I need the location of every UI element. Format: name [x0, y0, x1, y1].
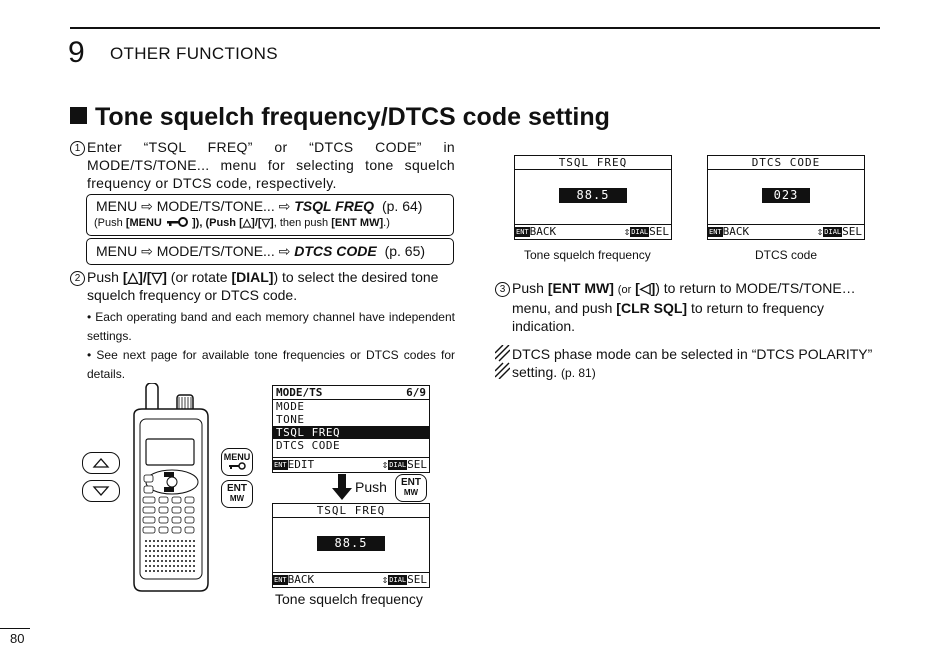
tip: [495, 345, 880, 382]
ent-tag: ENT: [709, 228, 722, 236]
ent-key-label: [ENT MW]: [331, 217, 384, 229]
lcd-footer: [273, 457, 429, 472]
dial-tag: DIAL: [389, 461, 407, 469]
ent-tag: ENT: [274, 461, 287, 469]
end-text: .): [383, 217, 390, 229]
lcd-tsql-freq: [514, 155, 672, 240]
edit-label: EDIT: [287, 458, 315, 471]
menu-key-label: MENU: [223, 452, 251, 462]
square-bullet-icon: [70, 107, 87, 124]
back-label: BACK: [722, 225, 750, 238]
caption-tsql: Tone squelch frequency: [524, 248, 651, 262]
lcd-title: MODE/TS: [276, 386, 323, 399]
dial-tag: DIAL: [631, 228, 649, 236]
push-label: Push: [355, 479, 387, 495]
menu-item-dtcs-code[interactable]: DTCS CODE: [276, 439, 341, 452]
rest-text: ) to select the desired tone squelch frequency or DTCS code.: [87, 269, 439, 303]
lcd-title: TSQL FREQ: [515, 156, 671, 170]
push-sequence: [94, 216, 390, 229]
section-title: Tone squelch frequency/DTCS code setting: [95, 103, 610, 131]
lcd-footer: [273, 572, 429, 587]
menu-path-dtcs: [86, 238, 454, 265]
tip-ref: (p. 81): [561, 366, 596, 380]
rest-text-2: to return to frequency indication.: [512, 300, 825, 334]
menu-item-dtcs: DTCS CODE: [294, 243, 377, 259]
ent-key-label: [ENT MW]: [547, 280, 614, 296]
lcd-value: 88.5: [317, 536, 385, 551]
note-1: • Each operating band and each memory channel have independent settings.: [87, 310, 455, 343]
menu-item-tone[interactable]: TONE: [276, 413, 305, 426]
chapter-number: 9: [68, 36, 85, 69]
back-label: BACK: [287, 573, 315, 586]
lcd-mode-ts-menu: [272, 385, 430, 473]
dial-label: [DIAL]: [231, 269, 274, 285]
page-number-rule: [0, 628, 30, 629]
down-key[interactable]: [82, 480, 120, 502]
step-3: [495, 279, 880, 335]
dial-tag: DIAL: [824, 228, 842, 236]
ent-label: ENT: [401, 477, 421, 488]
page-ref: (p. 64): [381, 198, 423, 214]
lcd-value: 023: [762, 188, 810, 203]
ent-tag: ENT: [274, 576, 287, 584]
ent-mw-key-2[interactable]: [395, 474, 427, 502]
caption-dtcs: DTCS code: [755, 248, 818, 262]
or-rotate-text: (or rotate: [170, 269, 228, 285]
section-heading: [70, 103, 610, 132]
or-text: (or: [617, 284, 632, 296]
lcd-title: DTCS CODE: [708, 156, 864, 170]
push-text: Push: [512, 280, 544, 296]
lcd-footer: [708, 224, 864, 239]
step-number: 3: [495, 282, 510, 297]
lcd-value: 88.5: [559, 188, 627, 203]
sel-label: SEL: [407, 458, 427, 471]
lcd-footer: [515, 224, 671, 239]
menu-path: MENU ⇨ MODE/TS/TONE... ⇨: [96, 198, 291, 214]
menu-item-tsql: TSQL FREQ: [294, 198, 375, 214]
lcd-title: TSQL FREQ: [273, 504, 429, 518]
lcd-dtcs-code: [707, 155, 865, 240]
step-text: Enter “TSQL FREQ” or “DTCS CODE” in MODE/TS/TONE... menu for selecting tone squelch frequency or DTCS code, respectively.: [87, 139, 455, 191]
updown-icon: ⇕: [381, 573, 389, 586]
close-text: ]), (Push: [192, 217, 236, 229]
sel-label: SEL: [842, 225, 862, 238]
header-rule: [70, 27, 880, 29]
menu-item-tsql-freq[interactable]: TSQL FREQ: [273, 426, 429, 439]
push-label: (Push: [94, 217, 123, 229]
mw-label: MW: [229, 494, 245, 503]
step-number: 1: [70, 141, 85, 156]
mw-label: MW: [403, 488, 419, 497]
menu-path-tsql: [86, 194, 454, 236]
hatched-note-icon: [495, 345, 510, 379]
updown-icon: ⇕: [816, 225, 824, 238]
menu-key[interactable]: [221, 448, 253, 476]
rest-text: ) to return to MODE/TS/TONE… menu, and push: [512, 280, 856, 316]
caption-result: Tone squelch frequency: [275, 591, 423, 607]
updown-icon: ⇕: [381, 458, 389, 471]
sel-label: SEL: [649, 225, 669, 238]
lcd-page: 6/9: [406, 386, 426, 399]
menu-key-label: [MENU: [125, 217, 162, 229]
step-text: [512, 279, 880, 335]
back-label: BACK: [529, 225, 557, 238]
left-key-label: [◁]: [635, 280, 656, 296]
menu-item-mode[interactable]: MODE: [276, 400, 305, 413]
key-icon: [227, 462, 247, 470]
note-text: Each operating band and each memory channel have independent settings.: [87, 310, 455, 343]
push-text: Push: [87, 269, 119, 285]
then-text: , then push: [273, 217, 329, 229]
ent-mw-key[interactable]: [221, 480, 253, 508]
updown-icon: ⇕: [623, 225, 631, 238]
triangle-up-icon: [83, 453, 119, 473]
note-text: See next page for available tone frequencies or DTCS codes for details.: [87, 348, 455, 381]
arrow-down-icon: [332, 474, 352, 500]
dial-tag: DIAL: [389, 576, 407, 584]
note-2: • See next page for available tone frequencies or DTCS codes for details.: [87, 348, 455, 381]
ent-label: ENT: [227, 483, 247, 494]
ent-tag: ENT: [516, 228, 529, 236]
up-key[interactable]: [82, 452, 120, 474]
tip-body: DTCS phase mode can be selected in “DTCS POLARITY” setting.: [512, 346, 873, 380]
lcd-menu-header: [273, 386, 429, 400]
step-1: [70, 138, 455, 192]
step-text: [87, 268, 455, 304]
key-icon: [165, 217, 189, 227]
chapter-title: OTHER FUNCTIONS: [110, 44, 278, 63]
page-number: 80: [10, 631, 25, 646]
sel-label: SEL: [407, 573, 427, 586]
step-2: [70, 268, 455, 384]
triangle-down-icon: [83, 481, 119, 501]
page-ref: (p. 65): [384, 243, 426, 259]
arrow-keys-label: [△]/[▽]: [239, 217, 274, 229]
step-number: 2: [70, 271, 85, 286]
arrow-keys-label: [△]/[▽]: [122, 269, 167, 285]
tip-text: [512, 345, 880, 382]
menu-path: MENU ⇨ MODE/TS/TONE... ⇨: [96, 243, 291, 259]
lcd-tsql-result: [272, 503, 430, 588]
clr-key-label: [CLR SQL]: [616, 300, 688, 316]
